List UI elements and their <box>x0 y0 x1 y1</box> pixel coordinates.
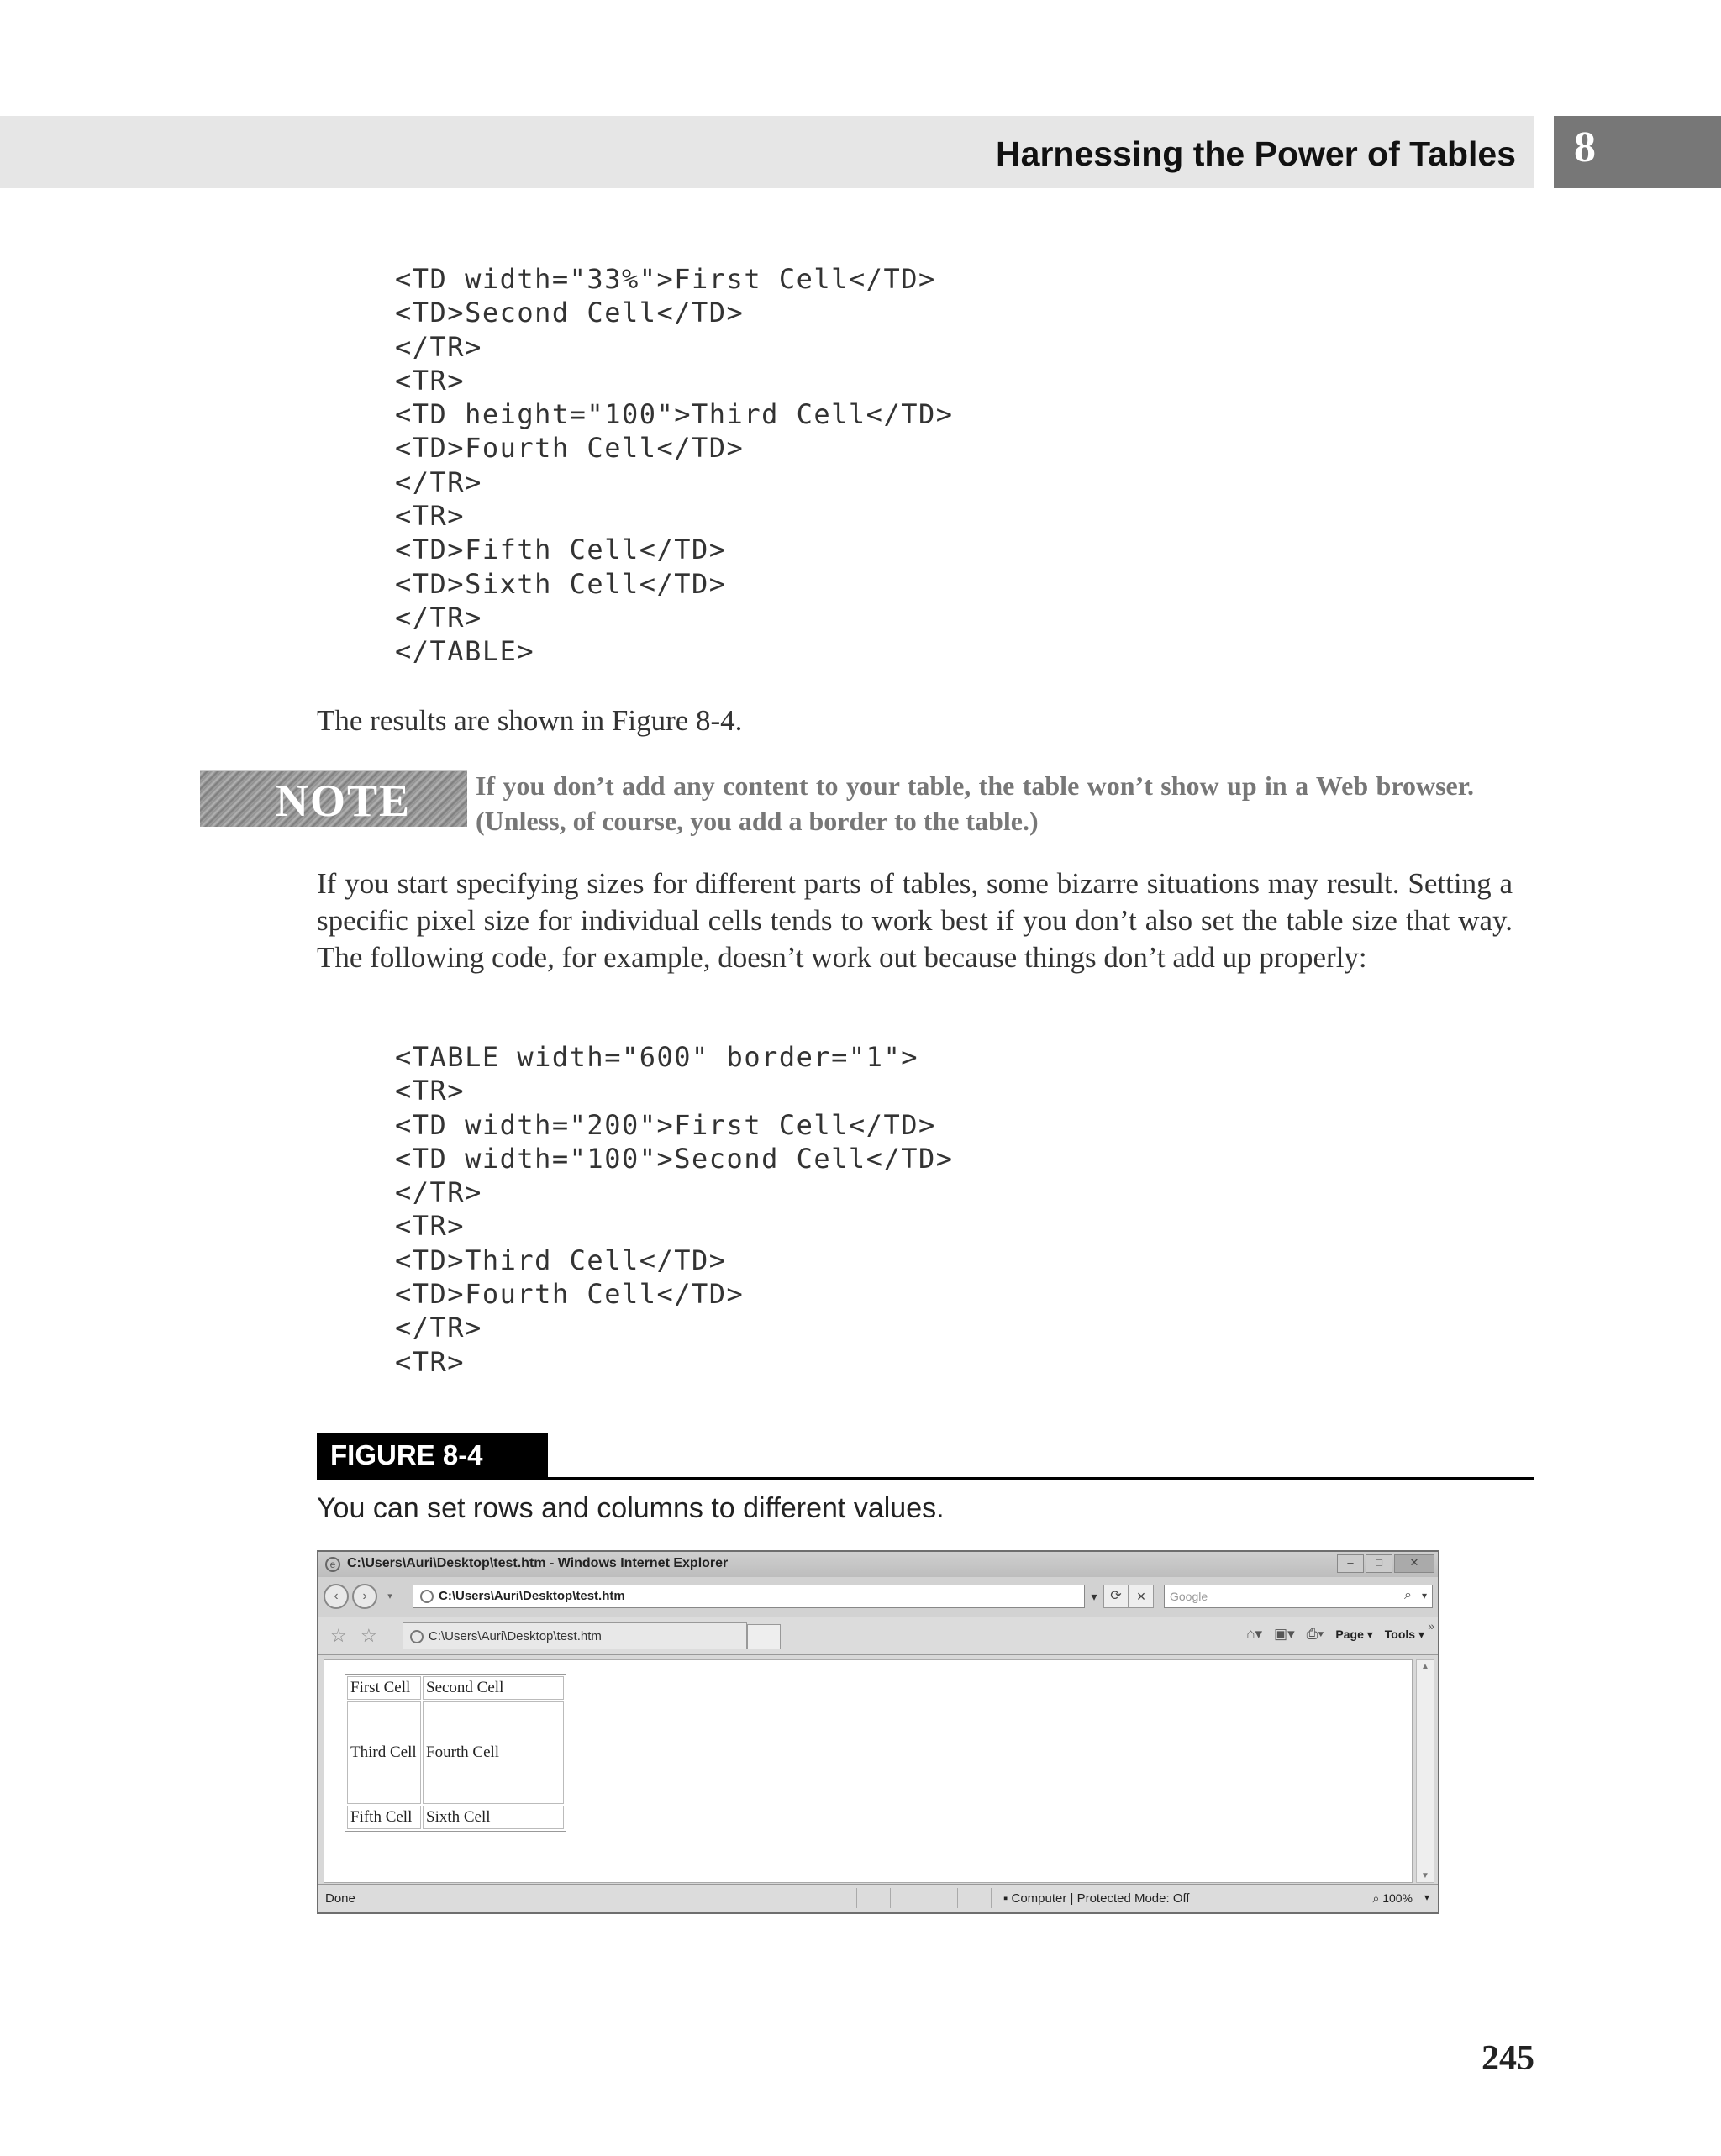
table-cell: Third Cell <box>347 1701 421 1804</box>
print-icon[interactable]: ⎙▾ <box>1306 1626 1324 1642</box>
table-row <box>347 1806 564 1829</box>
status-divider <box>856 1888 857 1908</box>
search-icon[interactable]: ⌕ <box>1404 1588 1412 1602</box>
code-line: </TR> <box>395 1312 482 1344</box>
refresh-icon[interactable]: ⟳ <box>1103 1585 1129 1608</box>
table-cell: Second Cell <box>423 1676 564 1700</box>
favorites-row <box>318 1617 1438 1655</box>
code-line: <TD>Fifth Cell</TD> <box>395 534 727 566</box>
figure-caption: You can set rows and columns to different values. <box>317 1492 945 1524</box>
address-bar[interactable] <box>413 1585 1085 1608</box>
tools-menu[interactable]: Tools ▾ <box>1384 1627 1424 1641</box>
code-block-1 <box>395 262 954 669</box>
vertical-scrollbar[interactable] <box>1416 1659 1434 1883</box>
maximize-icon[interactable]: □ <box>1366 1554 1392 1573</box>
close-icon[interactable]: ✕ <box>1394 1554 1434 1573</box>
note-text: If you don’t add any content to your table, the table won’t show up in a Web browser. (Unless, of course, you add a border to the table.) <box>476 770 1474 836</box>
code-line: </TABLE> <box>395 635 535 668</box>
code-line: <TD width="33%">First Cell</TD> <box>395 263 936 295</box>
table-cell: Sixth Cell <box>423 1806 564 1829</box>
figure-label-text: FIGURE 8-4 <box>330 1439 483 1470</box>
zoom-dropdown-icon[interactable]: ▾ <box>1424 1891 1429 1903</box>
table-cell: First Cell <box>347 1676 421 1700</box>
page-icon <box>420 1590 434 1603</box>
page-menu[interactable]: Page ▾ <box>1335 1627 1373 1641</box>
code-line: <TD>Third Cell</TD> <box>395 1244 727 1276</box>
window-title: C:\Users\Auri\Desktop\test.htm - Windows Internet Explorer <box>347 1556 729 1570</box>
table-row <box>347 1701 564 1804</box>
tools-menu-label: Tools <box>1384 1627 1416 1641</box>
browser-tab[interactable] <box>403 1622 747 1649</box>
computer-icon: ▪ <box>1003 1891 1012 1906</box>
address-row <box>318 1577 1438 1617</box>
code-block-2 <box>395 1040 954 1379</box>
code-line: <TD width="200">First Cell</TD> <box>395 1108 936 1141</box>
status-divider <box>991 1888 992 1908</box>
code-line: <TABLE width="600" border="1"> <box>395 1041 918 1073</box>
code-line: <TD>Second Cell</TD> <box>395 297 745 329</box>
stop-icon[interactable]: × <box>1129 1585 1154 1608</box>
code-line: </TR> <box>395 465 482 498</box>
chevron-more-icon[interactable]: » <box>1428 1619 1434 1633</box>
ie-logo-icon: e <box>325 1557 340 1572</box>
command-bar <box>1246 1626 1424 1643</box>
security-zone[interactable] <box>1003 1891 1190 1906</box>
history-dropdown-icon[interactable]: ▾ <box>387 1591 392 1601</box>
code-line: </TR> <box>395 1176 482 1209</box>
page-menu-label: Page <box>1335 1627 1364 1641</box>
status-divider <box>957 1888 958 1908</box>
browser-window <box>317 1550 1439 1914</box>
zoom-text: 100% <box>1382 1891 1413 1905</box>
page-number: 245 <box>1482 2039 1534 2078</box>
minimize-icon[interactable]: – <box>1337 1554 1364 1573</box>
add-favorites-icon[interactable]: ☆ <box>361 1625 377 1646</box>
code-line: <TD>Fourth Cell</TD> <box>395 1278 745 1311</box>
code-line: <TD>Fourth Cell</TD> <box>395 432 745 465</box>
search-dropdown-icon[interactable]: ▾ <box>1421 1590 1427 1601</box>
browser-titlebar <box>318 1552 1438 1577</box>
address-dropdown-icon[interactable]: ▾ <box>1091 1590 1097 1603</box>
figure-label <box>317 1433 548 1480</box>
code-line: <TR> <box>395 364 466 397</box>
security-zone-text: Computer | Protected Mode: Off <box>1011 1891 1190 1906</box>
code-line: <TD width="100">Second Cell</TD> <box>395 1142 954 1175</box>
feeds-icon[interactable]: ▣▾ <box>1274 1626 1295 1642</box>
home-icon[interactable]: ⌂▾ <box>1246 1626 1263 1642</box>
body-paragraph: If you start specifying sizes for different parts of tables, some bizarre situations may result. Setting a specific pixel size for individual cells tends to work best if you don’t also set the table size that way. The following code, for example, doesn’t work out because things don’t add up properly: <box>317 867 1513 974</box>
table-cell: Fourth Cell <box>423 1701 564 1804</box>
chapter-number: 8 <box>1574 124 1596 171</box>
note-badge-label: NOTE <box>276 776 412 826</box>
search-box[interactable] <box>1164 1585 1433 1608</box>
status-bar <box>318 1884 1438 1912</box>
scroll-down-icon[interactable]: ▼ <box>1421 1871 1429 1880</box>
new-tab-button[interactable] <box>747 1624 781 1649</box>
status-text: Done <box>325 1891 355 1906</box>
page-viewport <box>324 1659 1413 1883</box>
page-icon <box>410 1630 424 1643</box>
body-paragraph: The results are shown in Figure 8-4. <box>317 704 743 737</box>
address-text: C:\Users\Auri\Desktop\test.htm <box>439 1589 625 1603</box>
code-line: <TD>Sixth Cell</TD> <box>395 567 727 600</box>
figure-rule <box>317 1477 1534 1480</box>
code-line: <TR> <box>395 500 466 533</box>
code-line: </TR> <box>395 330 482 363</box>
code-line: <TR> <box>395 1210 466 1243</box>
code-line: <TR> <box>395 1345 466 1378</box>
code-line: <TD height="100">Third Cell</TD> <box>395 398 954 431</box>
favorites-star-icon[interactable]: ☆ <box>330 1625 347 1646</box>
tab-title: C:\Users\Auri\Desktop\test.htm <box>429 1629 602 1643</box>
table-row <box>347 1676 564 1700</box>
zoom-level[interactable] <box>1372 1891 1413 1906</box>
back-icon[interactable]: ‹ <box>324 1584 349 1609</box>
code-line: <TR> <box>395 1075 466 1107</box>
forward-icon[interactable]: › <box>352 1584 377 1609</box>
scroll-up-icon[interactable]: ▲ <box>1421 1662 1429 1671</box>
code-line: </TR> <box>395 601 482 634</box>
demo-table <box>345 1674 566 1832</box>
zoom-icon: ⌕ <box>1372 1891 1383 1905</box>
note-badge <box>200 770 467 827</box>
status-divider <box>890 1888 891 1908</box>
search-placeholder: Google <box>1170 1590 1208 1603</box>
table-cell: Fifth Cell <box>347 1806 421 1829</box>
window-controls <box>1337 1554 1434 1573</box>
running-header-title: Harnessing the Power of Tables <box>996 134 1516 173</box>
